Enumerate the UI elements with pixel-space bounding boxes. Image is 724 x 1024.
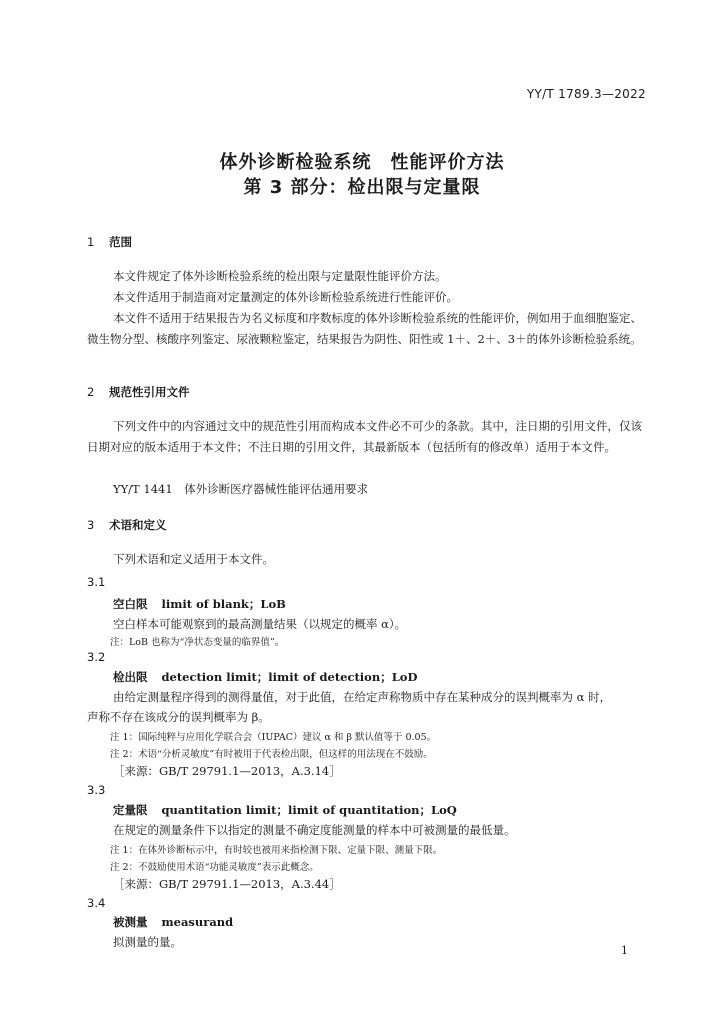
term-note-1: 注 1：在体外诊断标示中，有时较也被用来指检测下限、定量下限、测量下限。 <box>110 845 443 856</box>
document-title: 体外诊断检验系统 性能评价方法 <box>219 152 505 173</box>
reference-item: YY/T 1441 体外诊断医疗器械性能评估通用要求 <box>113 482 369 496</box>
term-definition-line-2: 声称不存在该成分的误判概率为 β。 <box>87 710 270 724</box>
scope-paragraph-3: 本文件不适用于结果报告为名义标度和序数标度的体外诊断检验系统的性能评价，例如用于血细胞鉴定、微生物分型、核酸序列鉴定、尿液颗粒鉴定，结果报告为阴性、阳性或 1＋、2＋、3＋的体外诊断检验系统。 <box>87 311 642 346</box>
term-note-1: 注 1：国际纯粹与应用化学联合会（IUPAC）建议 α 和 β 默认值等于 0.05。 <box>110 732 437 743</box>
term-definition-line-1: 由给定测量程序得到的测得量值，对于此值，在给定声称物质中存在某种成分的误判概率为 α 时， <box>113 690 612 704</box>
section-title: 术语和定义 <box>109 518 167 532</box>
document-subtitle: 第 3 部分：检出限与定量限 <box>243 177 481 198</box>
term-note-2: 注 2：不鼓励使用术语“功能灵敏度”表示此概念。 <box>110 862 319 873</box>
term-english: quantitation limit；limit of quantitation；LoQ <box>161 803 457 817</box>
term-english: limit of blank；LoB <box>161 597 286 611</box>
section-title: 规范性引用文件 <box>109 385 190 399</box>
term-heading-measurand <box>113 914 233 930</box>
term-number: 3.1 <box>87 575 106 589</box>
term-definition: 拟测量的量。 <box>113 935 182 949</box>
section-number: 2 <box>87 385 95 399</box>
term-heading-lob <box>113 596 286 612</box>
scope-paragraph-2: 本文件适用于制造商对定量测定的体外诊断检验系统进行性能评价。 <box>113 290 458 304</box>
standard-number: YY/T 1789.3—2022 <box>526 87 646 101</box>
term-heading-lod <box>113 669 417 685</box>
term-number: 3.2 <box>87 650 106 664</box>
term-english: detection limit；limit of detection；LoD <box>161 670 418 684</box>
section-heading-scope <box>87 234 132 250</box>
section-heading-normative-references <box>87 384 190 400</box>
term-source: ［来源：GB/T 29791.1—2013，A.3.14］ <box>113 764 341 778</box>
term-definition: 在规定的测量条件下以指定的测量不确定度能测量的样本中可被测量的最低量。 <box>113 823 516 837</box>
section-heading-terms <box>87 517 167 533</box>
section-title: 范围 <box>109 235 133 249</box>
section-number: 3 <box>87 518 95 532</box>
term-note: 注：LoB 也称为“净状态变量的临界值”。 <box>110 637 285 648</box>
term-heading-loq <box>113 802 457 818</box>
term-chinese: 被测量 <box>113 915 148 929</box>
term-source: ［来源：GB/T 29791.1—2013，A.3.44］ <box>113 877 341 891</box>
term-english: measurand <box>161 915 234 929</box>
term-chinese: 定量限 <box>113 803 148 817</box>
section-number: 1 <box>87 235 95 249</box>
term-definition: 空白样本可能观察到的最高测量结果（以规定的概率 α）。 <box>113 617 407 631</box>
page-number: 1 <box>621 944 628 957</box>
term-number: 3.3 <box>87 783 106 797</box>
term-note-2: 注 2：术语“分析灵敏度”有时被用于代表检出限，但这样的用法现在不鼓励。 <box>110 749 433 760</box>
scope-paragraph-1: 本文件规定了体外诊断检验系统的检出限与定量限性能评价方法。 <box>113 269 447 283</box>
term-number: 3.4 <box>87 896 106 910</box>
term-chinese: 检出限 <box>113 670 148 684</box>
terms-intro: 下列术语和定义适用于本文件。 <box>113 552 274 566</box>
references-paragraph: 下列文件中的内容通过文中的规范性引用而构成本文件必不可少的条款。其中，注日期的引用文件，仅该日期对应的版本适用于本文件；不注日期的引用文件，其最新版本（包括所有的修改单）适用于本文件。 <box>87 419 642 454</box>
term-chinese: 空白限 <box>113 597 148 611</box>
